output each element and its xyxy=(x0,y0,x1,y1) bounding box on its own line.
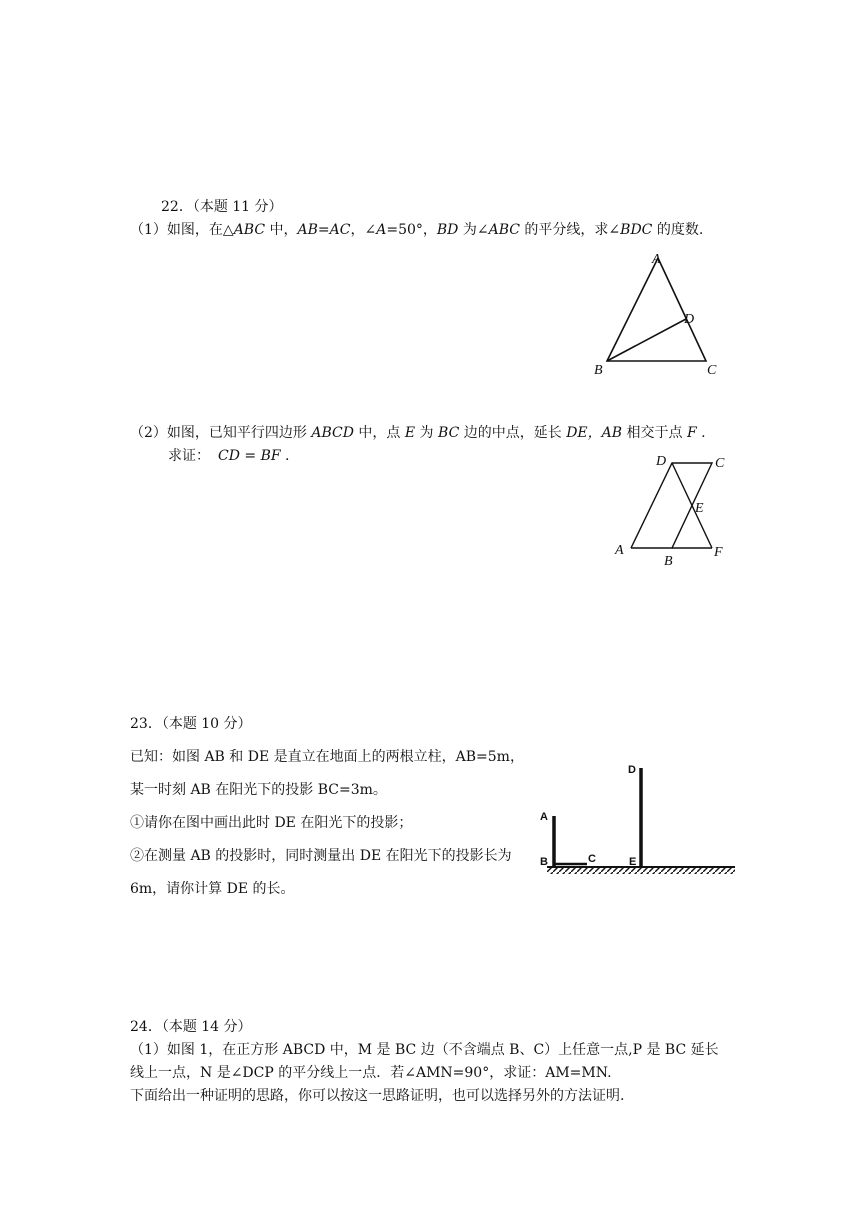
q22-part1-t3: ，∠ xyxy=(350,222,377,238)
triangle-figure xyxy=(585,250,725,380)
q24-header: 24．（本题 14 分） xyxy=(130,1019,252,1035)
q23-line-4: ②在测量 AB 的投影时，同时测量出 DE 在阳光下的投影长为 xyxy=(130,848,512,864)
q22-part2-line1 xyxy=(130,424,706,442)
q22-part2-prove: 求证： xyxy=(168,448,210,464)
label-a: A xyxy=(615,543,624,558)
label-d: D xyxy=(684,312,695,327)
ground-hatching xyxy=(547,867,735,874)
label-b: B xyxy=(594,363,603,378)
q22-part2-f: F xyxy=(686,425,697,441)
q22-part2-line2 xyxy=(168,447,289,465)
q23-line-3: ①请你在图中画出此时 DE 在阳光下的投影； xyxy=(130,815,413,831)
label-c: C xyxy=(588,853,596,865)
q22-part1-a: A xyxy=(376,222,387,238)
q23-line-2: 某一时刻 AB 在阳光下的投影 BC=3m。 xyxy=(130,782,387,798)
label-d: D xyxy=(656,454,667,469)
q22-part1-t5: 为∠ xyxy=(458,222,489,238)
q22-part2-abcd: ABCD xyxy=(311,425,354,441)
q22-part2-text-d: 边的中点，延长 xyxy=(459,425,567,441)
q22-part1-t7: 的度数. xyxy=(652,222,704,238)
q22-part1-t2: 中， xyxy=(265,222,298,238)
q22-part2-text-c: 为 xyxy=(415,425,439,441)
q22-part1-abc: ABC xyxy=(233,222,266,238)
q22-part1-ab: AB xyxy=(297,222,318,238)
label-c: C xyxy=(707,363,717,378)
label-a: A xyxy=(652,252,661,267)
q23-line-1: 已知：如图 AB 和 DE 是直立在地面上的两根立柱，AB=5m， xyxy=(130,749,524,765)
q24-line-3: 下面给出一种证明的思路，你可以按这一思路证明，也可以选择另外的方法证明. xyxy=(130,1088,625,1104)
q22-header: 22．（本题 11 分） xyxy=(161,199,283,215)
q22-part1-t4: =50°， xyxy=(386,222,437,238)
q24-line-2: 线上一点，N 是∠DCP 的平分线上一点．若∠AMN=90°，求证：AM=MN. xyxy=(130,1065,612,1081)
label-c: C xyxy=(715,456,725,471)
q22-part2-text-f: . xyxy=(696,425,706,441)
label-a: A xyxy=(540,811,548,823)
q22-part2-e: E xyxy=(404,425,416,441)
q22-part1-bd: BD xyxy=(436,222,459,238)
q22-part1-text xyxy=(130,221,703,239)
q22-part2-text-e: 相交于点 xyxy=(622,425,687,441)
q22-part1-ac: AC xyxy=(329,222,351,238)
q22-part1-bdc: BDC xyxy=(620,222,653,238)
q22-part2-formula: CD = BF xyxy=(218,448,281,464)
label-d: D xyxy=(628,764,636,776)
q22-part2-text-b: 中，点 xyxy=(353,425,405,441)
q22-part2-bc: BC xyxy=(438,425,460,441)
q24-line-1: （1）如图 1，在正方形 ABCD 中，M 是 BC 边（不含端点 B、C）上任意一点,P 是 BC 延长 xyxy=(130,1042,719,1058)
q22-part1-eq: = xyxy=(317,222,330,238)
poles-figure xyxy=(535,758,745,888)
label-e: E xyxy=(695,501,704,516)
q22-part2-period: . xyxy=(280,448,290,464)
q22-part1-prefix: （1）如图，在△ xyxy=(130,222,234,238)
q22-part2-text-a: （2）如图，已知平行四边形 xyxy=(130,425,312,441)
q22-part1-t6: 的平分线，求∠ xyxy=(519,222,621,238)
label-e: E xyxy=(629,856,637,868)
label-b: B xyxy=(540,856,548,868)
q23-header: 23．（本题 10 分） xyxy=(130,716,252,732)
parallelogram-figure xyxy=(605,445,735,575)
bisector-bd xyxy=(607,319,686,361)
q22-part1-abc2: ABC xyxy=(488,222,520,238)
label-b: B xyxy=(664,554,673,569)
q22-part2-de-ab: DE，AB xyxy=(566,425,623,441)
q23-line-5: 6m，请你计算 DE 的长。 xyxy=(130,881,295,897)
label-f: F xyxy=(714,545,723,560)
triangle-outline xyxy=(607,258,706,361)
